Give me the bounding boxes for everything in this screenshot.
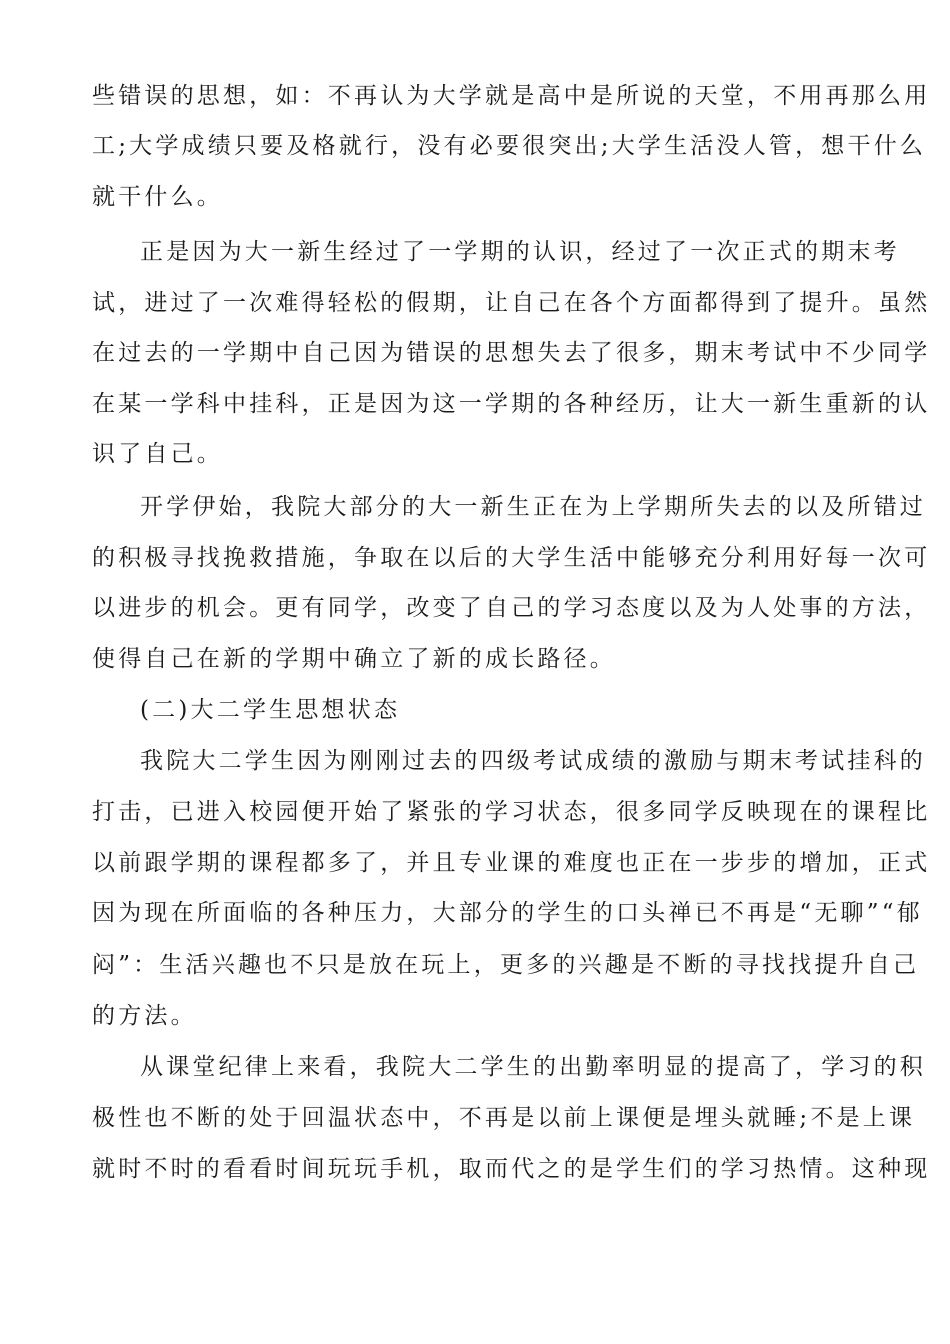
text-line: 工;大学成绩只要及格就行，没有必要很突出;大学生活没人管，想干什么 [92,133,927,159]
paragraph-first-line: 从课堂纪律上来看，我院大二学生的出勤率明显的提高了，学习的积 [140,1054,926,1080]
text-line: 就干什么。 [92,184,223,210]
paragraph-first-line: 正是因为大一新生经过了一学期的认识，经过了一次正式的期末考 [140,239,900,265]
section-heading: (二)大二学生思想状态 [140,697,401,723]
paragraph-first-line: 开学伊始，我院大部分的大一新生正在为上学期所失去的以及所错过 [140,494,926,520]
text-line: 就时不时的看看时间玩玩手机，取而代之的是学生们的学习热情。这种现 [92,1156,931,1182]
paragraph-first-line: 我院大二学生因为刚刚过去的四级考试成绩的激励与期末考试挂科的 [140,748,926,774]
text-line: 以前跟学期的课程都多了，并且专业课的难度也正在一步步的增加，正式 [92,850,931,876]
text-line: 因为现在所面临的各种压力，大部分的学生的口头禅已不再是“无聊”“郁 [92,900,923,926]
text-line: 闷”：生活兴趣也不只是放在玩上，更多的兴趣是不断的寻找找提升自己 [92,952,920,978]
text-line: 在某一学科中挂科，正是因为这一学期的各种经历，让大一新生重新的认 [92,391,931,417]
text-line: 打击，已进入校园便开始了紧张的学习状态，很多同学反映现在的课程比 [92,799,931,825]
text-line: 试，进过了一次难得轻松的假期，让自己在各个方面都得到了提升。虽然 [92,290,931,316]
text-line: 在过去的一学期中自己因为错误的思想失去了很多，期末考试中不少同学 [92,340,931,366]
text-line: 识了自己。 [92,441,223,467]
text-line: 些错误的思想，如：不再认为大学就是高中是所说的天堂，不用再那么用 [92,83,931,109]
text-line: 以进步的机会。更有同学，改变了自己的学习态度以及为人处事的方法， [92,595,931,621]
text-line: 极性也不断的处于回温状态中，不再是以前上课便是埋头就睡;不是上课 [92,1105,916,1131]
text-line: 的方法。 [92,1003,197,1029]
text-line: 的积极寻找挽救措施，争取在以后的大学生活中能够充分利用好每一次可 [92,545,931,571]
text-line: 使得自己在新的学期中确立了新的成长路径。 [92,646,616,672]
